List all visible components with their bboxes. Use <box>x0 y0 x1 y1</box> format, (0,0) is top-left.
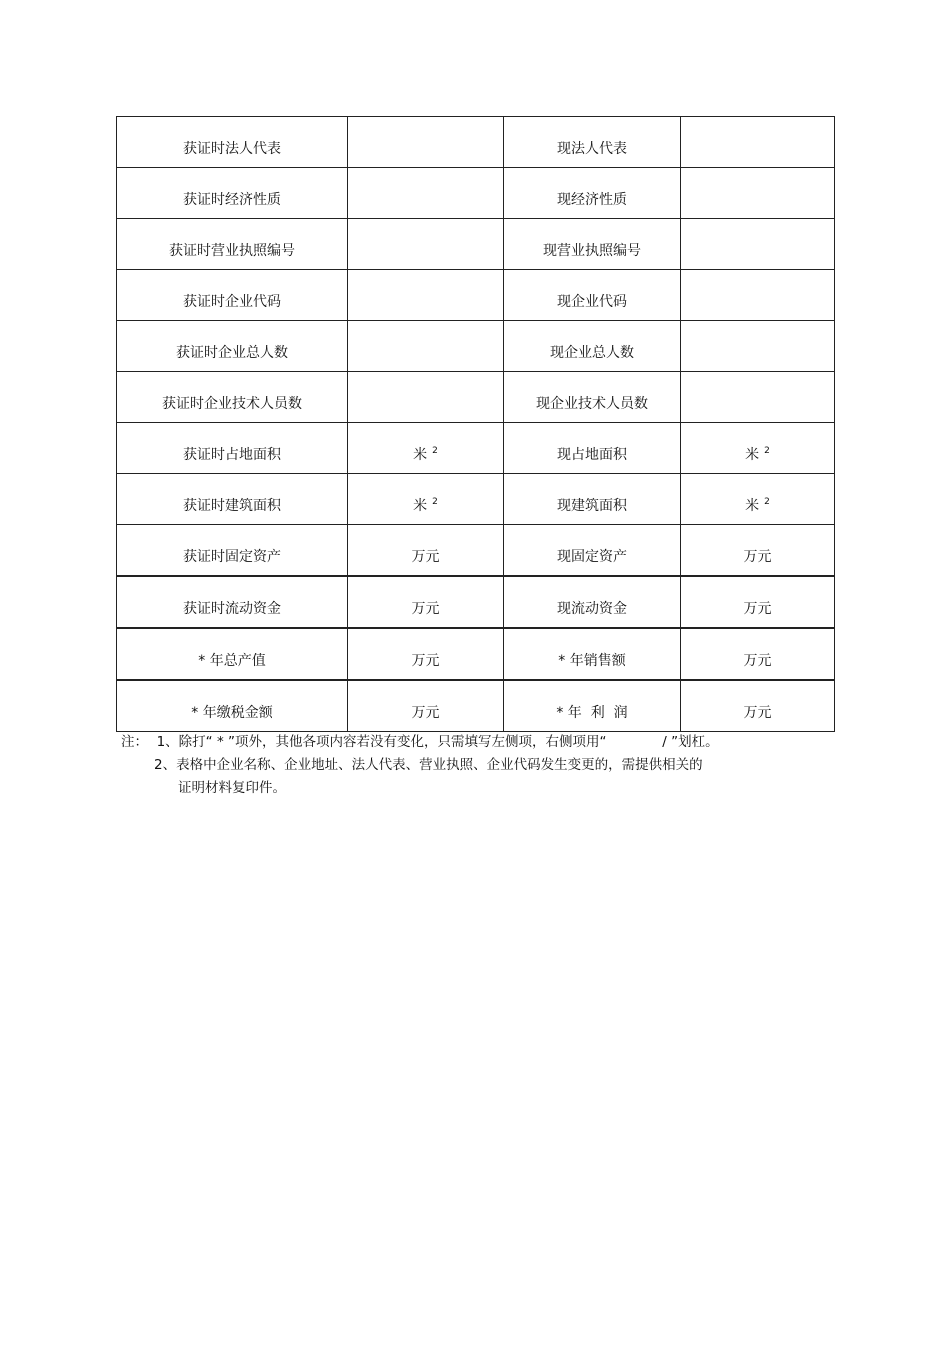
field-value[interactable] <box>681 219 835 270</box>
field-label-text: 获证时固定资产 <box>183 549 281 565</box>
field-label-text: * 年总产值 <box>198 653 266 669</box>
form-body <box>117 117 835 732</box>
field-label-text: 获证时营业执照编号 <box>169 243 295 259</box>
field-value[interactable] <box>348 117 504 168</box>
field-value-text <box>681 209 834 218</box>
field-value[interactable] <box>681 423 835 474</box>
field-value[interactable] <box>348 576 504 628</box>
field-value-text: 万元 <box>743 705 772 721</box>
form-row <box>117 168 835 219</box>
field-value-text: 米 <box>413 447 428 463</box>
field-label <box>504 474 681 525</box>
field-value-text <box>681 311 834 320</box>
field-label <box>504 423 681 474</box>
field-value[interactable] <box>681 117 835 168</box>
field-value[interactable] <box>348 270 504 321</box>
field-value[interactable] <box>681 321 835 372</box>
form-row <box>117 117 835 168</box>
field-value[interactable] <box>348 474 504 525</box>
field-value[interactable] <box>348 423 504 474</box>
field-label-text: 现企业技术人员数 <box>536 396 648 412</box>
field-value-text <box>348 158 503 167</box>
field-value-text <box>348 260 503 269</box>
field-value[interactable] <box>681 576 835 628</box>
field-value-text <box>681 260 834 269</box>
field-value-text: 万元 <box>411 705 440 721</box>
field-label <box>117 423 348 474</box>
form-row <box>117 576 835 628</box>
field-value[interactable] <box>681 525 835 577</box>
field-label <box>117 525 348 577</box>
field-value-text <box>348 413 503 422</box>
unit-superscript: 2 <box>764 446 770 457</box>
field-label-text: 现法人代表 <box>557 141 627 157</box>
unit-wrap <box>348 495 503 524</box>
note-line-3: 证明材料复印件。 <box>178 780 286 796</box>
field-label <box>504 321 681 372</box>
field-value-text: 万元 <box>743 601 772 617</box>
field-label-text: 获证时占地面积 <box>183 447 281 463</box>
field-label-text: * 年 利 润 <box>556 705 628 721</box>
form-row <box>117 525 835 577</box>
field-value[interactable] <box>681 628 835 680</box>
field-value[interactable] <box>348 219 504 270</box>
field-value-text: 万元 <box>411 653 440 669</box>
field-value[interactable] <box>348 628 504 680</box>
field-value[interactable] <box>681 372 835 423</box>
field-label <box>117 628 348 680</box>
unit-wrap <box>348 444 503 473</box>
unit-superscript: 2 <box>764 497 770 508</box>
field-label-text: * 年缴税金额 <box>191 705 273 721</box>
field-value-text: 米 <box>745 498 760 514</box>
field-label <box>504 680 681 732</box>
field-label-text: 现占地面积 <box>557 447 627 463</box>
field-label <box>117 372 348 423</box>
field-label <box>117 680 348 732</box>
field-label <box>117 219 348 270</box>
certificate-change-form <box>116 116 835 732</box>
field-label <box>117 117 348 168</box>
field-value[interactable] <box>348 525 504 577</box>
field-value-text <box>681 413 834 422</box>
field-label <box>504 270 681 321</box>
field-label <box>504 525 681 577</box>
form-row <box>117 474 835 525</box>
field-value-text: 万元 <box>743 549 772 565</box>
form-row <box>117 270 835 321</box>
field-value[interactable] <box>681 680 835 732</box>
field-label <box>504 219 681 270</box>
note-line-1: 注： 1、除打“ * ”项外，其他各项内容若没有变化，只需填写左侧项，右侧项用“ / ”划杠。 <box>121 734 719 750</box>
field-label <box>504 117 681 168</box>
field-label <box>504 628 681 680</box>
unit-wrap <box>681 444 834 473</box>
note-line-2: 2、表格中企业名称、企业地址、法人代表、营业执照、企业代码发生变更的，需提供相关的 <box>154 757 703 773</box>
field-value[interactable] <box>348 168 504 219</box>
unit-superscript: 2 <box>432 446 438 457</box>
field-value-text: 米 <box>745 447 760 463</box>
field-value[interactable] <box>348 680 504 732</box>
form-row <box>117 372 835 423</box>
field-label-text: 获证时企业技术人员数 <box>162 396 302 412</box>
field-value[interactable] <box>348 372 504 423</box>
field-value-text: 万元 <box>411 601 440 617</box>
field-label-text: 获证时企业代码 <box>183 294 281 310</box>
field-label-text: 现流动资金 <box>557 601 627 617</box>
field-label <box>504 372 681 423</box>
unit-superscript: 2 <box>432 497 438 508</box>
field-value[interactable] <box>681 168 835 219</box>
field-value[interactable] <box>681 474 835 525</box>
field-label-text: 现固定资产 <box>557 549 627 565</box>
field-value-text <box>681 158 834 167</box>
field-label <box>117 576 348 628</box>
field-value-text: 米 <box>413 498 428 514</box>
field-label <box>117 270 348 321</box>
form-row <box>117 628 835 680</box>
field-value[interactable] <box>681 270 835 321</box>
field-value-text <box>681 362 834 371</box>
form-row <box>117 219 835 270</box>
field-label-text: 获证时经济性质 <box>183 192 281 208</box>
unit-wrap <box>681 495 834 524</box>
notes <box>121 731 841 800</box>
field-label-text: 获证时企业总人数 <box>176 345 288 361</box>
field-label-text: 现建筑面积 <box>557 498 627 514</box>
field-label-text: 现营业执照编号 <box>543 243 641 259</box>
field-value-text <box>348 362 503 371</box>
field-label-text: * 年销售额 <box>558 653 626 669</box>
form-row <box>117 321 835 372</box>
field-label-text: 获证时建筑面积 <box>183 498 281 514</box>
field-label <box>117 474 348 525</box>
field-label <box>504 576 681 628</box>
field-label-text: 现经济性质 <box>557 192 627 208</box>
field-label-text: 现企业总人数 <box>550 345 634 361</box>
field-label-text: 获证时流动资金 <box>183 601 281 617</box>
field-label <box>117 321 348 372</box>
field-label <box>117 168 348 219</box>
form-row <box>117 680 835 732</box>
field-value[interactable] <box>348 321 504 372</box>
field-value-text: 万元 <box>411 549 440 565</box>
field-label <box>504 168 681 219</box>
field-value-text: 万元 <box>743 653 772 669</box>
form-row <box>117 423 835 474</box>
field-value-text <box>348 311 503 320</box>
field-label-text: 现企业代码 <box>557 294 627 310</box>
field-label-text: 获证时法人代表 <box>183 141 281 157</box>
field-value-text <box>348 209 503 218</box>
